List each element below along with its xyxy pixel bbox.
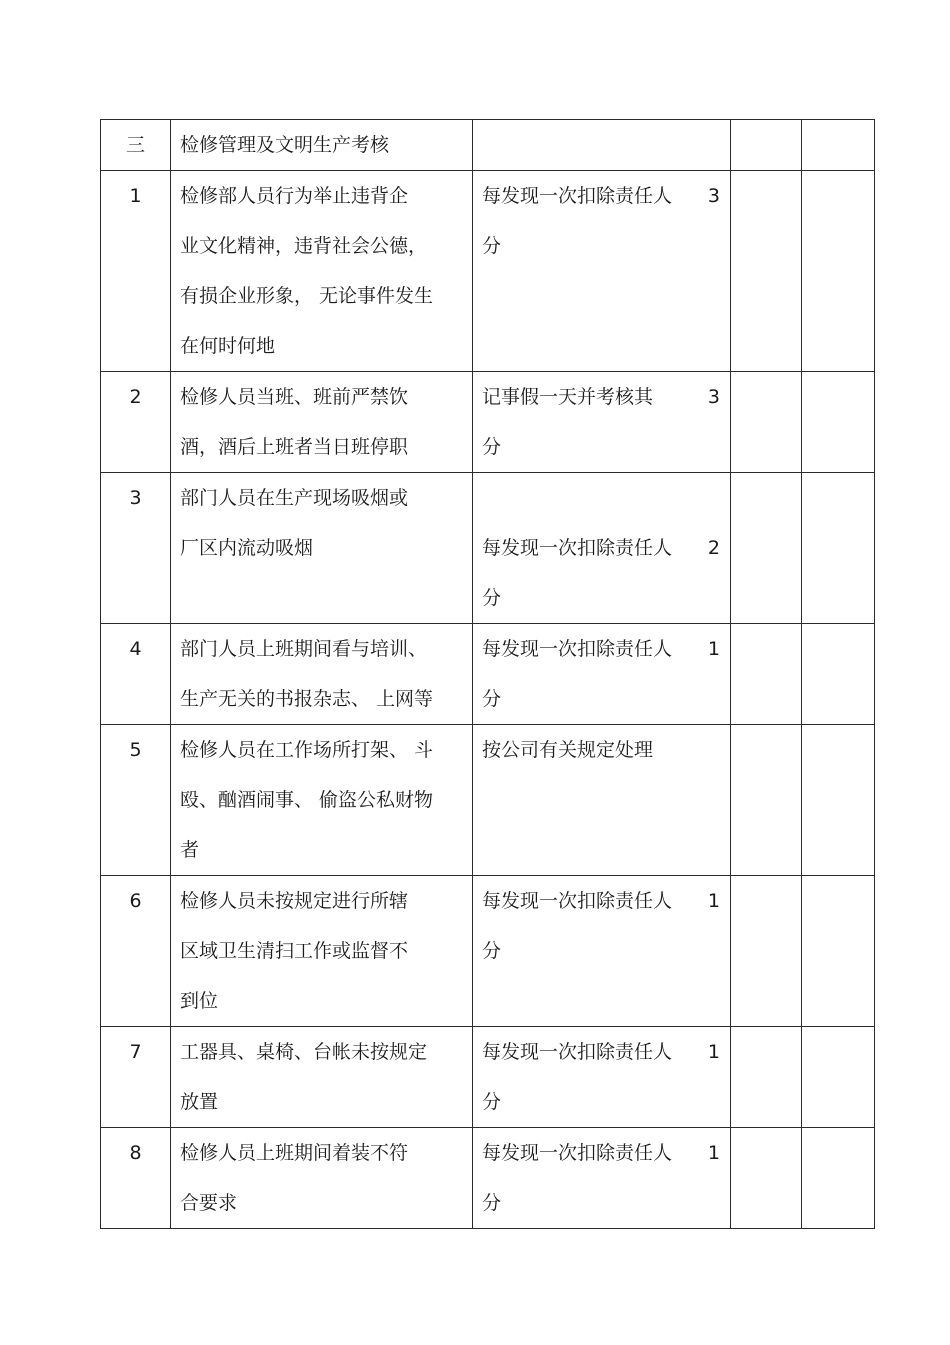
row-item xyxy=(171,876,473,1027)
row-item-text: 检修管理及文明生产考核 xyxy=(180,134,390,156)
table-row xyxy=(101,473,875,624)
row-rule-text: 按公司有关规定处理 xyxy=(482,739,654,761)
table-row xyxy=(101,725,875,876)
row-points: 3 xyxy=(707,185,720,207)
row-rule xyxy=(473,725,731,876)
table-row xyxy=(101,1027,875,1128)
row-rule-text: 每发现一次扣除责任人 分 xyxy=(482,890,673,962)
row-points: 2 xyxy=(707,537,720,559)
row-rule xyxy=(473,876,731,1027)
row-rule xyxy=(473,1027,731,1128)
row-empty-cell xyxy=(802,1128,875,1229)
row-item xyxy=(171,1027,473,1128)
row-rule-text: 每发现一次扣除责任人 分 xyxy=(482,185,673,257)
row-number: 3 xyxy=(101,473,171,624)
row-item xyxy=(171,473,473,624)
row-item xyxy=(171,725,473,876)
row-number: 7 xyxy=(101,1027,171,1128)
row-rule xyxy=(473,372,731,473)
row-rule xyxy=(473,624,731,725)
row-rule xyxy=(473,171,731,372)
table-row xyxy=(101,372,875,473)
row-empty-cell xyxy=(731,473,802,624)
row-number: 8 xyxy=(101,1128,171,1229)
row-rule-text: 每发现一次扣除责任人 分 xyxy=(482,1142,673,1214)
row-empty-cell xyxy=(802,725,875,876)
table-row xyxy=(101,1128,875,1229)
row-rule xyxy=(473,1128,731,1229)
row-points: 1 xyxy=(707,1041,720,1063)
row-item-text: 工器具、桌椅、台帐未按规定 放置 xyxy=(180,1041,428,1113)
row-empty-cell xyxy=(802,876,875,1027)
row-empty-cell xyxy=(802,624,875,725)
row-empty-cell xyxy=(731,624,802,725)
row-empty-cell xyxy=(731,171,802,372)
row-rule-text: 每发现一次扣除责任人 分 xyxy=(482,1041,673,1113)
row-empty-cell xyxy=(731,372,802,473)
row-rule xyxy=(473,473,731,624)
assessment-table-body xyxy=(101,120,875,1229)
row-item-text: 检修人员上班期间着装不符 合要求 xyxy=(180,1142,409,1214)
row-item-text: 检修人员在工作场所打架、 斗 殴、酗酒闹事、 偷盗公私财物 者 xyxy=(180,739,434,861)
row-empty-cell xyxy=(802,1027,875,1128)
row-empty-cell xyxy=(802,372,875,473)
row-number: 4 xyxy=(101,624,171,725)
row-number: 三 xyxy=(101,120,171,171)
row-item-text: 检修人员当班、班前严禁饮 酒，酒后上班者当日班停职 xyxy=(180,386,409,458)
table-row xyxy=(101,171,875,372)
row-rule-text: 每发现一次扣除责任人 分 xyxy=(482,537,673,609)
row-empty-cell xyxy=(802,120,875,171)
assessment-table xyxy=(100,119,875,1229)
row-empty-cell xyxy=(802,473,875,624)
row-empty-cell xyxy=(731,876,802,1027)
table-row xyxy=(101,624,875,725)
row-rule-text: 记事假一天并考核其 分 xyxy=(482,386,654,458)
table-row xyxy=(101,876,875,1027)
row-number: 5 xyxy=(101,725,171,876)
row-empty-cell xyxy=(802,171,875,372)
row-empty-cell xyxy=(731,1027,802,1128)
row-empty-cell xyxy=(731,725,802,876)
row-empty-cell xyxy=(731,1128,802,1229)
row-number: 6 xyxy=(101,876,171,1027)
row-points: 1 xyxy=(707,890,720,912)
row-rule xyxy=(473,120,731,171)
row-number: 2 xyxy=(101,372,171,473)
row-item xyxy=(171,624,473,725)
row-item-text: 检修部人员行为举止违背企 业文化精神，违背社会公德， 有损企业形象， 无论事件发生 在何时何地 xyxy=(180,185,434,357)
row-item-text: 检修人员未按规定进行所辖 区域卫生清扫工作或监督不 到位 xyxy=(180,890,409,1012)
row-rule-text: 每发现一次扣除责任人 分 xyxy=(482,638,673,710)
row-points: 3 xyxy=(707,386,720,408)
row-item xyxy=(171,1128,473,1229)
row-item xyxy=(171,171,473,372)
row-item xyxy=(171,120,473,171)
row-empty-cell xyxy=(731,120,802,171)
row-points xyxy=(720,725,722,775)
row-points: 1 xyxy=(707,638,720,660)
row-item-text: 部门人员在生产现场吸烟或 厂区内流动吸烟 xyxy=(180,487,409,559)
row-points: 1 xyxy=(707,1142,720,1164)
row-number: 1 xyxy=(101,171,171,372)
row-item xyxy=(171,372,473,473)
table-row xyxy=(101,120,875,171)
row-item-text: 部门人员上班期间看与培训、 生产无关的书报杂志、 上网等 xyxy=(180,638,434,710)
